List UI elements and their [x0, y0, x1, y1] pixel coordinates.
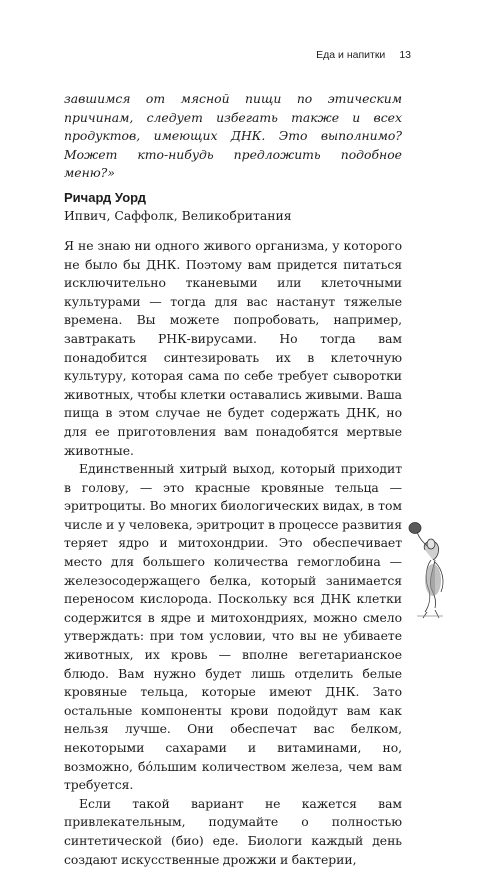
running-header: [316, 49, 411, 61]
paragraph-1: Я не знаю ни одного живого организма, у которого не было бы ДНК. Поэтому вам придется питаться исключительно тканевыми или клеточными культурами — тогда для вас настанут тяжелые времена. Вы можете попробовать, например, завтракать РНК-вирусами. Но тогда вам понадобится синтезировать их в клеточную культуру, которая сама по себе требует сыворотки животных, чтобы клетки оставались живыми. Ваша пища в этом случае не будет содержать ДНК, но для ее приготовления вам понадобятся мертвые животные.: [64, 237, 402, 458]
mouse-juggling-illustration: [403, 520, 455, 620]
letter-quote: завшимся от мясной пищи по этическим причинам, следует избегать также и всех продуктов, имеющих ДНК. Это выполнимо? Может кто-нибудь предложить подобное меню?»: [64, 91, 402, 181]
author-location: Ипвич, Саффолк, Великобритания: [64, 207, 292, 223]
section-title: Еда и напитки: [316, 49, 386, 61]
paragraph-2: Единственный хитрый выход, который приходит в голову, — это красные кровяные тельца — эритроциты. Во многих биологических видах, в том числе и у человека, эритроцит в процессе развития теряет ядро и митохондрии. Это обеспечивает место для большего количества гемоглобина — железосодержащего белка, который занимается переносом кислорода. Поскольку вся ДНК клетки содержится в ядре и митохондриях, можно смело утверждать: при том условии, что вы не убиваете животных, их кровь — вполне вегетарианское блюдо. Вам нужно будет лишь отделить белые кровяные тельца, которые имеют ДНК. Зато остальные компоненты крови подойдут вам как нельзя лучше. Они обеспечат вас белком, некоторыми сахарами и витаминами, но, возможно, бóльшим количеством железа, чем вам требуется.: [64, 461, 402, 793]
paragraph-3: Если такой вариант не кажется вам привлекательным, подумайте о полностью синтетической (био) еде. Биологи каждый день создают искусственные дрожжи и бактерии,: [64, 795, 402, 867]
page-number: 13: [399, 49, 411, 61]
author-name: Ричард Уорд: [64, 189, 146, 205]
page-body: [64, 90, 402, 869]
